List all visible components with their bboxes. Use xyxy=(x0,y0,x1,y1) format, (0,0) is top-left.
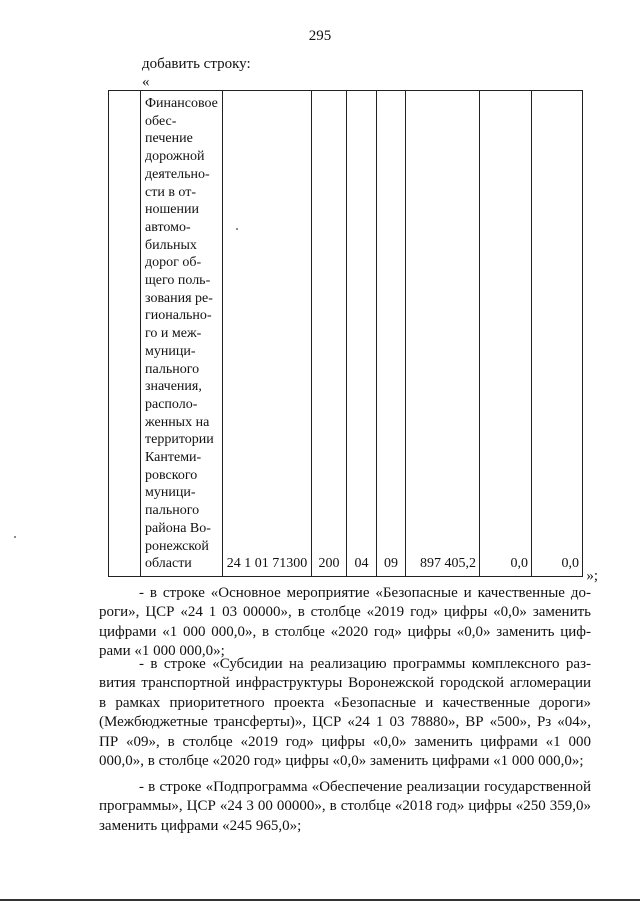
sum-2018-cell: 897 405,2 xyxy=(406,91,480,577)
amendment-paragraph: - в строке «Подпрограмма «Обеспечение реализации государственной программы», ЦСР «24 3 00 00000», в столбце «2018 год» цифры «250 359,0» заменить цифрами «245 965,0»; xyxy=(99,779,591,834)
scan-speck xyxy=(236,228,238,230)
scan-edge-line xyxy=(0,899,640,901)
csr-cell: 24 1 01 71300 xyxy=(223,91,312,577)
scan-speck xyxy=(14,536,16,538)
sum-2019-cell: 0,0 xyxy=(480,91,532,577)
close-quote: »; xyxy=(586,568,598,584)
rz-cell: 04 xyxy=(347,91,377,577)
page-number: 295 xyxy=(308,28,332,44)
open-quote: « xyxy=(142,74,150,90)
pr-cell: 09 xyxy=(377,91,406,577)
amendment-paragraph: - в строке «Основное мероприятие «Безопасные и качественные дороги», ЦСР «24 1 03 00000», в столбце «2019 год» цифры «0,0» заменить цифрами «1 000 000,0», в столбце «2020 год» цифры «0,0» заменить цифрами «1 000 000,0»; xyxy=(99,585,591,660)
vr-cell: 200 xyxy=(312,91,347,577)
sum-2020-cell: 0,0 xyxy=(532,91,583,577)
empty-cell xyxy=(109,91,141,577)
budget-table xyxy=(108,90,583,577)
table-row xyxy=(109,91,583,577)
intro-text: добавить строку: xyxy=(142,56,251,72)
amendment-paragraph: - в строке «Субсидии на реализацию программы комплексного развития транспортной инфраструктуры Воронежской городской агломерации в рамках приоритетного проекта «Безопасные и качественные дороги» (Межбюджетные трансферты)», ЦСР «24 1 03 78880», ВР «500», Рз «04», ПР «09», в столбце «2019 год» цифры «0,0» заменить цифрами «1 000 000,0», в столбце «2020 год» цифры «0,0» заменить цифрами «1 000 000,0»; xyxy=(99,656,591,770)
row-name-cell: Финансовое обеспечение дорожной деятельности в отношении автомобильных дорог общего пользования регионального и межмуниципального значения, расположенных на территории Кантемировского муниципального района Воронежской области xyxy=(141,91,223,577)
